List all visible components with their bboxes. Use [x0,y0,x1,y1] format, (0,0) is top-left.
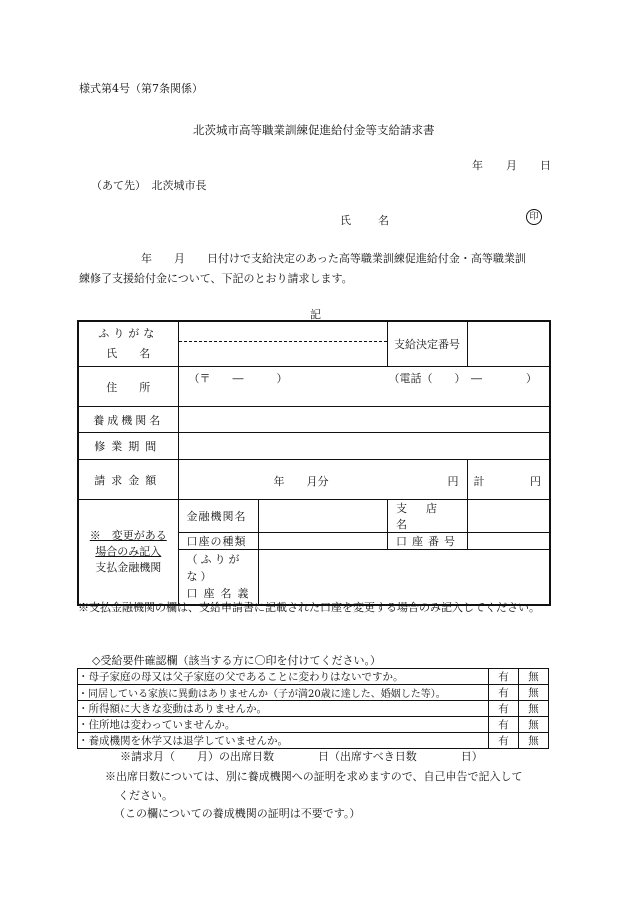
confirm-row-2-yes[interactable]: 有 [489,685,519,701]
postal-code-field: （〒 ― ） [188,372,288,385]
furigana-label: ふりがな [98,327,159,340]
account-holder-label: 口座名義 [186,587,255,601]
name-label-cell [78,321,178,367]
name-label: 氏 名 [106,347,151,360]
confirm-row-2-no[interactable]: 無 [519,685,549,701]
bank-name-label: 金融機関名 [179,500,259,533]
account-kana-label: （ふりがな） [186,553,243,584]
confirm-row-1-no[interactable]: 無 [519,669,549,685]
yen-label-2: 円 [530,475,541,488]
account-holder-label-cell [179,550,259,604]
bank-section-label [78,500,178,605]
amount-total-cell[interactable] [467,460,550,500]
request-text-line1: 年 月 日付けで支給決定のあった高等職業訓練促進給付金・高等職業訓 [141,252,526,265]
yen-label-1: 円 [447,475,459,488]
ki-label: 記 [310,308,321,321]
confirm-row-4-no[interactable]: 無 [519,717,549,733]
date-month-label: 月 [506,159,517,172]
confirm-row-3-yes[interactable]: 有 [489,701,519,717]
bank-note-1: ※ 変更がある [89,528,167,542]
amount-month-label: 年 月分 [273,475,329,488]
form-number: 様式第4号（第7条関係） [79,82,203,95]
amount-month-cell[interactable] [178,460,467,500]
total-label: 計 [473,475,485,488]
applicant-name-label: 氏 名 [340,214,397,227]
amount-label: 請求金額 [78,460,178,500]
seal-label: 印 [529,212,539,222]
name-input[interactable] [179,342,387,366]
date-day-label: 日 [540,159,551,172]
account-type-label: 口座の種類 [179,533,259,550]
decision-no-input[interactable] [467,321,550,367]
attendance-note-2: ください。 [118,789,173,802]
branch-input[interactable] [468,500,550,533]
bank-details-cell [178,500,550,605]
confirm-table [77,668,549,749]
bank-change-note: ※支払金融機関の欄は、支給申請書に記載された口座を変更する場合のみ記入してください。 [78,601,540,614]
confirm-row-1-yes[interactable]: 有 [489,669,519,685]
phone-field: （電話（ ） ― ） [388,372,537,385]
seal-mark [526,209,542,225]
bank-name-input[interactable] [259,500,388,533]
form-title: 北茨城市高等職業訓練促進給付金等支給請求書 [193,123,435,137]
confirm-row-1: ・母子家庭の母又は父子家庭の父であることに変わりはないですか。 [78,669,489,685]
bank-note-3: 支払金融機関 [95,560,162,574]
name-input-cell[interactable] [178,321,387,367]
study-period-label: 修業期間 [78,433,178,460]
confirm-row-5: ・養成機関を休学又は退学していませんか。 [78,733,489,749]
confirm-row-3: ・所得額に大きな変動はありませんか。 [78,701,489,717]
confirm-row-3-no[interactable]: 無 [519,701,549,717]
confirm-heading: ◇受給要件確認欄（該当する方に〇印を付けてください。） [92,654,381,667]
address-label: 住 所 [78,367,178,407]
branch-label: 支 店 名 [388,500,468,533]
addressee: （あて先） 北茨城市長 [91,179,207,192]
account-holder-input[interactable] [259,550,550,604]
bank-note-2: 場合のみ記入 [95,544,162,558]
account-no-input[interactable] [468,533,550,550]
attendance-note-3: （この欄についての養成機関の証明は不要です。） [114,807,361,820]
claim-table [77,320,551,606]
study-period-input[interactable] [178,433,550,460]
date-year-label: 年 [472,159,483,172]
account-no-label: 口座番号 [388,533,468,550]
confirm-row-5-no[interactable]: 無 [519,733,549,749]
confirm-row-5-yes[interactable]: 有 [489,733,519,749]
school-name-label: 養成機関名 [78,407,178,433]
confirm-row-4-yes[interactable]: 有 [489,717,519,733]
school-name-input[interactable] [178,407,550,433]
request-text-line2: 練修了支援給付金について、下記のとおり請求します。 [79,272,353,285]
bank-details-table [179,500,550,604]
attendance-note-1: ※出席日数については、別に養成機関への証明を求めますので、自己申告で記入して [105,770,523,783]
address-input[interactable] [178,367,550,407]
decision-no-label: 支給決定番号 [387,321,467,367]
furigana-input[interactable] [179,322,387,342]
account-type-input[interactable] [259,533,388,550]
confirm-row-2: ・同居している家族に異動はありませんか（子が満20歳に達した、婚姻した等）。 [78,685,489,701]
attendance-line: ※請求月（ 月）の出席日数 日（出席すべき日数 日） [120,750,483,763]
confirm-row-4: ・住所地は変わっていませんか。 [78,717,489,733]
